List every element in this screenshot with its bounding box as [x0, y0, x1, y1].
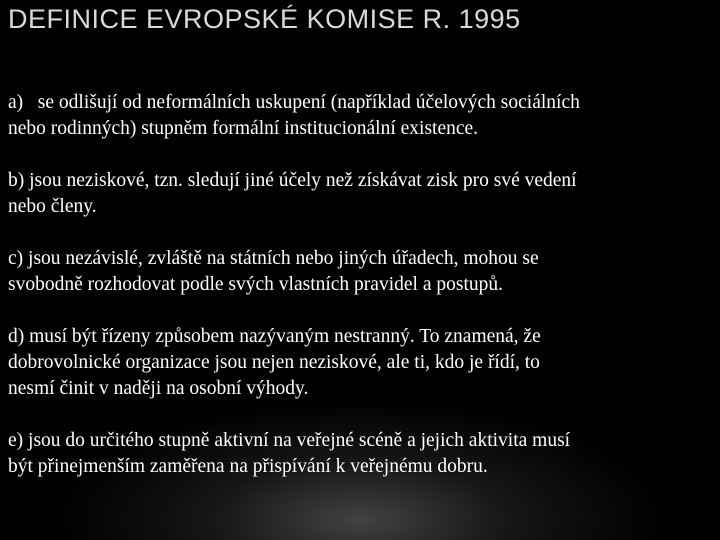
- item-a-line-2: nebo rodinných) stupněm formální institucionální existence.: [8, 118, 479, 139]
- slide-title: DEFINICE EVROPSKÉ KOMISE R. 1995: [8, 4, 521, 34]
- item-c-line-1: [8, 246, 716, 272]
- item-d-line-3: nesmí činit v naději na osobní výhody.: [8, 378, 309, 399]
- list-item-a: [8, 90, 716, 142]
- item-d-line-2: dobrovolnické organizace jsou nejen neziskové, ale ti, kdo je řídí, to: [8, 352, 540, 373]
- item-b-marker: b): [8, 170, 25, 191]
- item-c-line-2: svobodně rozhodovat podle svých vlastních pravidel a postupů.: [8, 274, 503, 295]
- item-e-line-1: [8, 428, 716, 454]
- item-e-text-1: jsou do určitého stupně aktivní na veřejné scéně a jejich aktivita musí: [28, 430, 571, 451]
- item-a-line-1: [8, 90, 716, 116]
- list-item-d: [8, 324, 716, 402]
- list-item-b: [8, 168, 716, 220]
- item-d-line-1: [8, 324, 716, 350]
- item-a-text-1: se odlišují od neformálních uskupení (například účelových sociálních: [37, 92, 580, 113]
- item-e-line-2: být přinejmenším zaměřena na přispívání k veřejnému dobru.: [8, 456, 488, 477]
- item-b-line-1: [8, 168, 716, 194]
- item-b-line-2: nebo členy.: [8, 196, 97, 217]
- item-e-marker: e): [8, 430, 24, 451]
- item-b-text-1: jsou neziskové, tzn. sledují jiné účely než získávat zisk pro své vedení: [29, 170, 577, 191]
- item-d-text-1: musí být řízeny způsobem nazývaným nestranný. To znamená, že: [29, 326, 541, 347]
- list-item-e: [8, 428, 716, 480]
- item-c-marker: c): [8, 248, 24, 269]
- list-item-c: [8, 246, 716, 298]
- item-a-marker: a): [8, 92, 24, 113]
- item-c-text-1: jsou nezávislé, zvláště na státních nebo jiných úřadech, mohou se: [28, 248, 539, 269]
- item-d-marker: d): [8, 326, 25, 347]
